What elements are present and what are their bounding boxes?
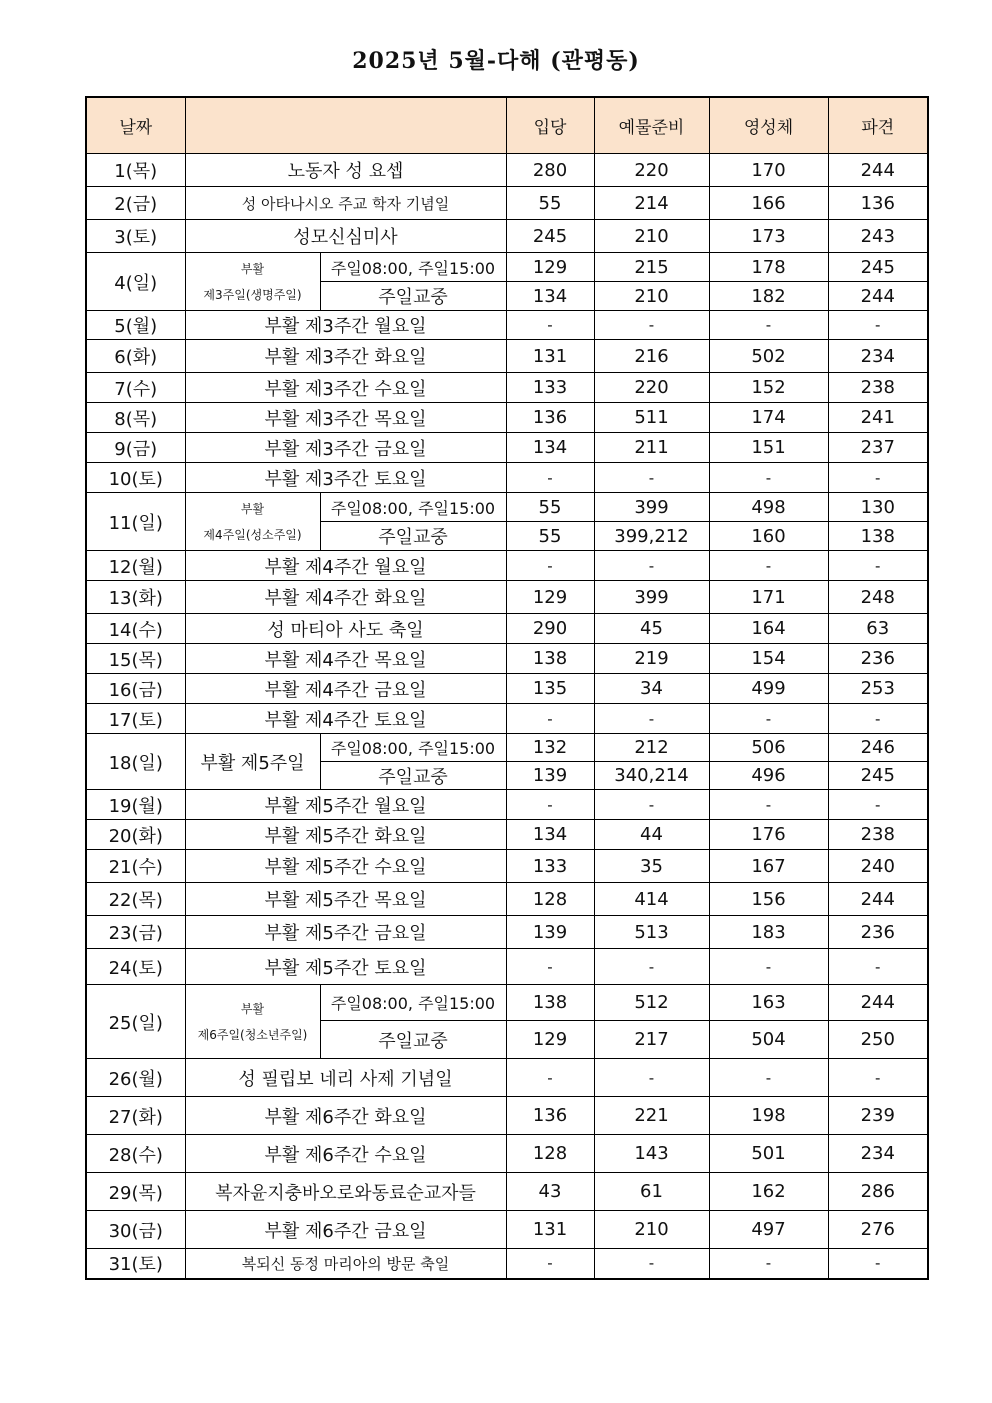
communion-cell: - <box>709 1249 828 1279</box>
description-cell: 부활 제3주간 금요일 <box>185 433 506 463</box>
table-row <box>86 614 928 644</box>
offertory-cell: 61 <box>594 1173 709 1211</box>
table-row <box>86 1173 928 1211</box>
entrance-cell: 55 <box>506 493 594 522</box>
date-cell: 12(월) <box>86 551 185 581</box>
dismissal-cell: 248 <box>828 581 928 614</box>
header-offertory: 예물준비 <box>594 97 709 154</box>
offertory-cell: - <box>594 790 709 820</box>
sunday-label-line1: 부활 <box>240 501 265 516</box>
table-row <box>86 340 928 373</box>
entrance-cell: - <box>506 1249 594 1279</box>
entrance-cell: 129 <box>506 253 594 282</box>
date-cell: 9(금) <box>86 433 185 463</box>
entrance-cell: 133 <box>506 850 594 883</box>
date-cell: 28(수) <box>86 1135 185 1173</box>
communion-cell: 183 <box>709 916 828 949</box>
offertory-cell: 210 <box>594 282 709 311</box>
description-cell: 성 마티아 사도 축일 <box>185 614 506 644</box>
dismissal-cell: 136 <box>828 187 928 220</box>
offertory-cell: 215 <box>594 253 709 282</box>
offertory-cell: 217 <box>594 1021 709 1059</box>
sunday-label-line2: 제3주일(생명주일) <box>203 287 302 302</box>
table-row <box>86 850 928 883</box>
offertory-cell: 210 <box>594 220 709 253</box>
communion-cell: 496 <box>709 762 828 790</box>
offertory-cell: 399,212 <box>594 522 709 551</box>
table-row <box>86 1135 928 1173</box>
dismissal-cell: 286 <box>828 1173 928 1211</box>
communion-cell: 156 <box>709 883 828 916</box>
offertory-cell: 210 <box>594 1211 709 1249</box>
communion-cell: - <box>709 1059 828 1097</box>
mass-time-cell: 주일08:00, 주일15:00 <box>320 493 506 522</box>
date-cell: 24(토) <box>86 949 185 985</box>
entrance-cell: 290 <box>506 614 594 644</box>
entrance-cell: 43 <box>506 1173 594 1211</box>
table-row <box>86 820 928 850</box>
communion-cell: 501 <box>709 1135 828 1173</box>
table-row <box>86 187 928 220</box>
header-entrance: 입당 <box>506 97 594 154</box>
communion-cell: - <box>709 311 828 340</box>
date-cell: 27(화) <box>86 1097 185 1135</box>
entrance-cell: - <box>506 949 594 985</box>
description-cell: 부활 제6주간 수요일 <box>185 1135 506 1173</box>
communion-cell: 152 <box>709 373 828 403</box>
communion-cell: 167 <box>709 850 828 883</box>
entrance-cell: 129 <box>506 581 594 614</box>
description-cell: 부활 제4주간 목요일 <box>185 644 506 674</box>
date-cell: 5(월) <box>86 311 185 340</box>
description-cell: 부활 제3주간 목요일 <box>185 403 506 433</box>
mass-name-cell: 주일교중 <box>320 282 506 311</box>
description-cell: 부활 제6주간 화요일 <box>185 1097 506 1135</box>
table-row <box>86 551 928 581</box>
description-cell: 성 필립보 네리 사제 기념일 <box>185 1059 506 1097</box>
table-row <box>86 985 928 1021</box>
description-cell: 부활 제5주간 월요일 <box>185 790 506 820</box>
communion-cell: 504 <box>709 1021 828 1059</box>
entrance-cell: 55 <box>506 522 594 551</box>
entrance-cell: 134 <box>506 433 594 463</box>
table-row <box>86 644 928 674</box>
offertory-cell: 220 <box>594 373 709 403</box>
table-row <box>86 493 928 522</box>
dismissal-cell: 241 <box>828 403 928 433</box>
table-row <box>86 1211 928 1249</box>
table-row <box>86 220 928 253</box>
offertory-cell: 511 <box>594 403 709 433</box>
table-row <box>86 581 928 614</box>
offertory-cell: 414 <box>594 883 709 916</box>
dismissal-cell: 244 <box>828 154 928 187</box>
dismissal-cell: 244 <box>828 282 928 311</box>
table-row <box>86 916 928 949</box>
description-cell: 부활 제3주간 토요일 <box>185 463 506 493</box>
date-cell: 17(토) <box>86 704 185 734</box>
entrance-cell: - <box>506 790 594 820</box>
date-cell: 1(목) <box>86 154 185 187</box>
entrance-cell: 131 <box>506 340 594 373</box>
offertory-cell: - <box>594 551 709 581</box>
communion-cell: 198 <box>709 1097 828 1135</box>
mass-time-cell: 주일08:00, 주일15:00 <box>320 253 506 282</box>
description-cell: 부활 제5주간 화요일 <box>185 820 506 850</box>
table-row <box>86 790 928 820</box>
offertory-cell: 513 <box>594 916 709 949</box>
description-cell: 부활 제5주간 수요일 <box>185 850 506 883</box>
entrance-cell: - <box>506 463 594 493</box>
dismissal-cell: 234 <box>828 340 928 373</box>
dismissal-cell: 130 <box>828 493 928 522</box>
date-cell: 6(화) <box>86 340 185 373</box>
communion-cell: 182 <box>709 282 828 311</box>
date-cell: 16(금) <box>86 674 185 704</box>
offertory-cell: 44 <box>594 820 709 850</box>
description-cell: 부활 제4주간 금요일 <box>185 674 506 704</box>
dismissal-cell: 276 <box>828 1211 928 1249</box>
header-date: 날짜 <box>86 97 185 154</box>
offertory-cell: 211 <box>594 433 709 463</box>
date-cell: 3(토) <box>86 220 185 253</box>
communion-cell: 506 <box>709 734 828 762</box>
dismissal-cell: - <box>828 463 928 493</box>
communion-cell: 151 <box>709 433 828 463</box>
entrance-cell: 128 <box>506 1135 594 1173</box>
date-cell: 20(화) <box>86 820 185 850</box>
communion-cell: 497 <box>709 1211 828 1249</box>
date-cell: 8(목) <box>86 403 185 433</box>
entrance-cell: - <box>506 704 594 734</box>
communion-cell: 499 <box>709 674 828 704</box>
entrance-cell: 55 <box>506 187 594 220</box>
offertory-cell: 340,214 <box>594 762 709 790</box>
sunday-label <box>185 493 320 551</box>
table-row <box>86 311 928 340</box>
dismissal-cell: 245 <box>828 762 928 790</box>
header-dismissal: 파견 <box>828 97 928 154</box>
date-cell: 23(금) <box>86 916 185 949</box>
communion-cell: 162 <box>709 1173 828 1211</box>
dismissal-cell: 244 <box>828 883 928 916</box>
description-cell: 복되신 동정 마리아의 방문 축일 <box>185 1249 506 1279</box>
entrance-cell: 136 <box>506 403 594 433</box>
sunday-label-line1: 부활 <box>240 261 265 276</box>
description-cell: 부활 제3주간 화요일 <box>185 340 506 373</box>
table-row <box>86 433 928 463</box>
entrance-cell: 245 <box>506 220 594 253</box>
date-cell: 7(수) <box>86 373 185 403</box>
dismissal-cell: 240 <box>828 850 928 883</box>
dismissal-cell: - <box>828 790 928 820</box>
communion-cell: - <box>709 790 828 820</box>
description-cell: 부활 제4주간 월요일 <box>185 551 506 581</box>
date-cell: 11(일) <box>86 493 185 551</box>
entrance-cell: 136 <box>506 1097 594 1135</box>
dismissal-cell: - <box>828 551 928 581</box>
description-cell: 부활 제5주간 토요일 <box>185 949 506 985</box>
communion-cell: - <box>709 704 828 734</box>
sunday-label-line1: 부활 <box>240 1001 265 1016</box>
entrance-cell: 138 <box>506 985 594 1021</box>
communion-cell: - <box>709 551 828 581</box>
offertory-cell: - <box>594 311 709 340</box>
communion-cell: 173 <box>709 220 828 253</box>
description-cell: 노동자 성 요셉 <box>185 154 506 187</box>
offertory-cell: 216 <box>594 340 709 373</box>
communion-cell: - <box>709 949 828 985</box>
communion-cell: 174 <box>709 403 828 433</box>
mass-schedule-table <box>85 96 929 1280</box>
description-cell: 복자윤지충바오로와동료순교자들 <box>185 1173 506 1211</box>
description-cell: 성모신심미사 <box>185 220 506 253</box>
offertory-cell: - <box>594 1249 709 1279</box>
table-row <box>86 704 928 734</box>
entrance-cell: 134 <box>506 820 594 850</box>
offertory-cell: 34 <box>594 674 709 704</box>
description-cell: 부활 제4주간 화요일 <box>185 581 506 614</box>
sunday-label <box>185 985 320 1059</box>
date-cell: 29(목) <box>86 1173 185 1211</box>
entrance-cell: 139 <box>506 916 594 949</box>
communion-cell: 160 <box>709 522 828 551</box>
table-row <box>86 373 928 403</box>
sunday-label: 부활 제5주일 <box>185 734 320 790</box>
communion-cell: 178 <box>709 253 828 282</box>
communion-cell: 502 <box>709 340 828 373</box>
description-cell: 부활 제4주간 토요일 <box>185 704 506 734</box>
page-title: 2025년 5월-다해 (관평동) <box>352 48 640 74</box>
entrance-cell: 138 <box>506 644 594 674</box>
dismissal-cell: 245 <box>828 253 928 282</box>
dismissal-cell: 234 <box>828 1135 928 1173</box>
communion-cell: 166 <box>709 187 828 220</box>
communion-cell: - <box>709 463 828 493</box>
sunday-label-line2: 제6주일(청소년주일) <box>197 1027 308 1042</box>
dismissal-cell: - <box>828 311 928 340</box>
entrance-cell: 135 <box>506 674 594 704</box>
dismissal-cell: 239 <box>828 1097 928 1135</box>
dismissal-cell: - <box>828 1059 928 1097</box>
communion-cell: 498 <box>709 493 828 522</box>
schedule-body <box>86 154 928 1279</box>
offertory-cell: 143 <box>594 1135 709 1173</box>
entrance-cell: 129 <box>506 1021 594 1059</box>
header-row <box>86 97 928 154</box>
table-row <box>86 253 928 282</box>
entrance-cell: - <box>506 1059 594 1097</box>
mass-name-cell: 주일교중 <box>320 1021 506 1059</box>
sunday-label <box>185 253 320 311</box>
table-row <box>86 674 928 704</box>
description-cell: 부활 제5주간 목요일 <box>185 883 506 916</box>
dismissal-cell: - <box>828 1249 928 1279</box>
entrance-cell: 128 <box>506 883 594 916</box>
offertory-cell: - <box>594 463 709 493</box>
offertory-cell: - <box>594 704 709 734</box>
description-cell: 부활 제6주간 금요일 <box>185 1211 506 1249</box>
communion-cell: 163 <box>709 985 828 1021</box>
entrance-cell: - <box>506 311 594 340</box>
table-row <box>86 154 928 187</box>
entrance-cell: 132 <box>506 734 594 762</box>
mass-time-cell: 주일08:00, 주일15:00 <box>320 734 506 762</box>
offertory-cell: 512 <box>594 985 709 1021</box>
entrance-cell: - <box>506 551 594 581</box>
description-cell: 성 아타나시오 주교 학자 기념일 <box>185 187 506 220</box>
table-row <box>86 1249 928 1279</box>
date-cell: 26(월) <box>86 1059 185 1097</box>
table-row <box>86 463 928 493</box>
dismissal-cell: 238 <box>828 820 928 850</box>
entrance-cell: 133 <box>506 373 594 403</box>
date-cell: 4(일) <box>86 253 185 311</box>
description-cell: 부활 제3주간 월요일 <box>185 311 506 340</box>
header-communion: 영성체 <box>709 97 828 154</box>
date-cell: 22(목) <box>86 883 185 916</box>
entrance-cell: 131 <box>506 1211 594 1249</box>
date-cell: 10(토) <box>86 463 185 493</box>
dismissal-cell: 236 <box>828 916 928 949</box>
offertory-cell: - <box>594 1059 709 1097</box>
offertory-cell: 220 <box>594 154 709 187</box>
header-description <box>185 97 506 154</box>
offertory-cell: 214 <box>594 187 709 220</box>
communion-cell: 176 <box>709 820 828 850</box>
entrance-cell: 134 <box>506 282 594 311</box>
table-row <box>86 1097 928 1135</box>
date-cell: 14(수) <box>86 614 185 644</box>
dismissal-cell: 250 <box>828 1021 928 1059</box>
date-cell: 19(월) <box>86 790 185 820</box>
dismissal-cell: 238 <box>828 373 928 403</box>
communion-cell: 154 <box>709 644 828 674</box>
description-cell: 부활 제5주간 금요일 <box>185 916 506 949</box>
table-row <box>86 949 928 985</box>
table-row <box>86 1059 928 1097</box>
dismissal-cell: 244 <box>828 985 928 1021</box>
communion-cell: 170 <box>709 154 828 187</box>
date-cell: 31(토) <box>86 1249 185 1279</box>
offertory-cell: - <box>594 949 709 985</box>
date-cell: 21(수) <box>86 850 185 883</box>
offertory-cell: 219 <box>594 644 709 674</box>
offertory-cell: 399 <box>594 493 709 522</box>
dismissal-cell: - <box>828 949 928 985</box>
date-cell: 30(금) <box>86 1211 185 1249</box>
dismissal-cell: - <box>828 704 928 734</box>
offertory-cell: 399 <box>594 581 709 614</box>
date-cell: 18(일) <box>86 734 185 790</box>
date-cell: 2(금) <box>86 187 185 220</box>
date-cell: 15(목) <box>86 644 185 674</box>
dismissal-cell: 138 <box>828 522 928 551</box>
offertory-cell: 221 <box>594 1097 709 1135</box>
entrance-cell: 280 <box>506 154 594 187</box>
table-row <box>86 883 928 916</box>
description-cell: 부활 제3주간 수요일 <box>185 373 506 403</box>
dismissal-cell: 63 <box>828 614 928 644</box>
offertory-cell: 45 <box>594 614 709 644</box>
communion-cell: 171 <box>709 581 828 614</box>
date-cell: 25(일) <box>86 985 185 1059</box>
mass-name-cell: 주일교중 <box>320 762 506 790</box>
table-row <box>86 403 928 433</box>
mass-name-cell: 주일교중 <box>320 522 506 551</box>
dismissal-cell: 246 <box>828 734 928 762</box>
offertory-cell: 35 <box>594 850 709 883</box>
communion-cell: 164 <box>709 614 828 644</box>
dismissal-cell: 237 <box>828 433 928 463</box>
mass-time-cell: 주일08:00, 주일15:00 <box>320 985 506 1021</box>
dismissal-cell: 243 <box>828 220 928 253</box>
dismissal-cell: 236 <box>828 644 928 674</box>
table-row <box>86 734 928 762</box>
date-cell: 13(화) <box>86 581 185 614</box>
entrance-cell: 139 <box>506 762 594 790</box>
dismissal-cell: 253 <box>828 674 928 704</box>
sunday-label-line2: 제4주일(성소주일) <box>203 527 302 542</box>
offertory-cell: 212 <box>594 734 709 762</box>
